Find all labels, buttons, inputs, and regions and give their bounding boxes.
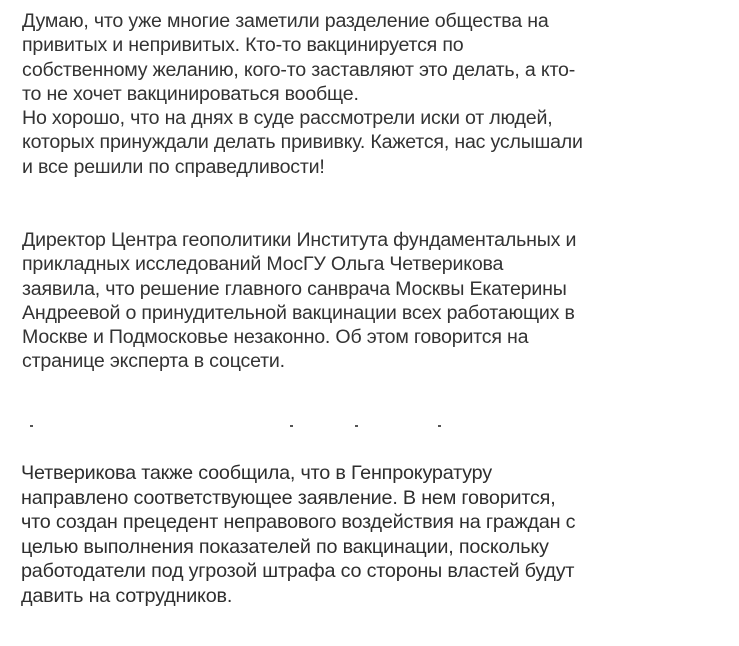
text-line: странице эксперта в соцсети. bbox=[22, 350, 285, 373]
text-block-2 bbox=[22, 228, 576, 374]
text-line: что создан прецедент неправового воздействия на граждан с bbox=[21, 511, 576, 534]
text-line: собственному желанию, кого-то заставляют это делать, а кто- bbox=[22, 58, 576, 81]
text-line: работодатели под угрозой штрафа со стороны властей будут bbox=[21, 560, 575, 583]
text-line: Директор Центра геополитики Института фундаментальных и bbox=[22, 229, 577, 251]
text-line: Андреевой о принудительной вакцинации всех работающих в bbox=[22, 301, 575, 324]
text-block-3 bbox=[21, 461, 575, 609]
text-line: Но хорошо, что на днях в суде рассмотрели иски от людей, bbox=[22, 107, 553, 130]
text-line: направлено соответствующее заявление. В нем говорится, bbox=[21, 486, 556, 509]
text-line: давить на сотрудников. bbox=[21, 584, 233, 607]
text-block-1 bbox=[22, 9, 583, 179]
text-line: Думаю, что уже многие заметили разделение общества на bbox=[22, 10, 549, 32]
text-line: и все решили по справедливости! bbox=[22, 155, 325, 178]
text-line: Четверикова также сообщила, что в Генпрокуратуру bbox=[21, 462, 492, 484]
text-line: Москве и Подмосковье незаконно. Об этом говорится на bbox=[22, 326, 529, 349]
cropped-text-fragment bbox=[22, 413, 722, 429]
text-line: то не хочет вакцинироваться вообще. bbox=[22, 82, 359, 105]
text-line: целью выполнения показателей по вакцинации, поскольку bbox=[21, 535, 549, 558]
text-line: заявила, что решение главного санврача Москвы Екатерины bbox=[22, 277, 567, 300]
text-line: которых принуждали делать прививку. Кажется, нас услышали bbox=[22, 131, 583, 154]
text-line: привитых и непривитых. Кто-то вакцинируется по bbox=[22, 34, 464, 57]
text-line: прикладных исследований МосГУ Ольга Четверикова bbox=[22, 253, 504, 276]
